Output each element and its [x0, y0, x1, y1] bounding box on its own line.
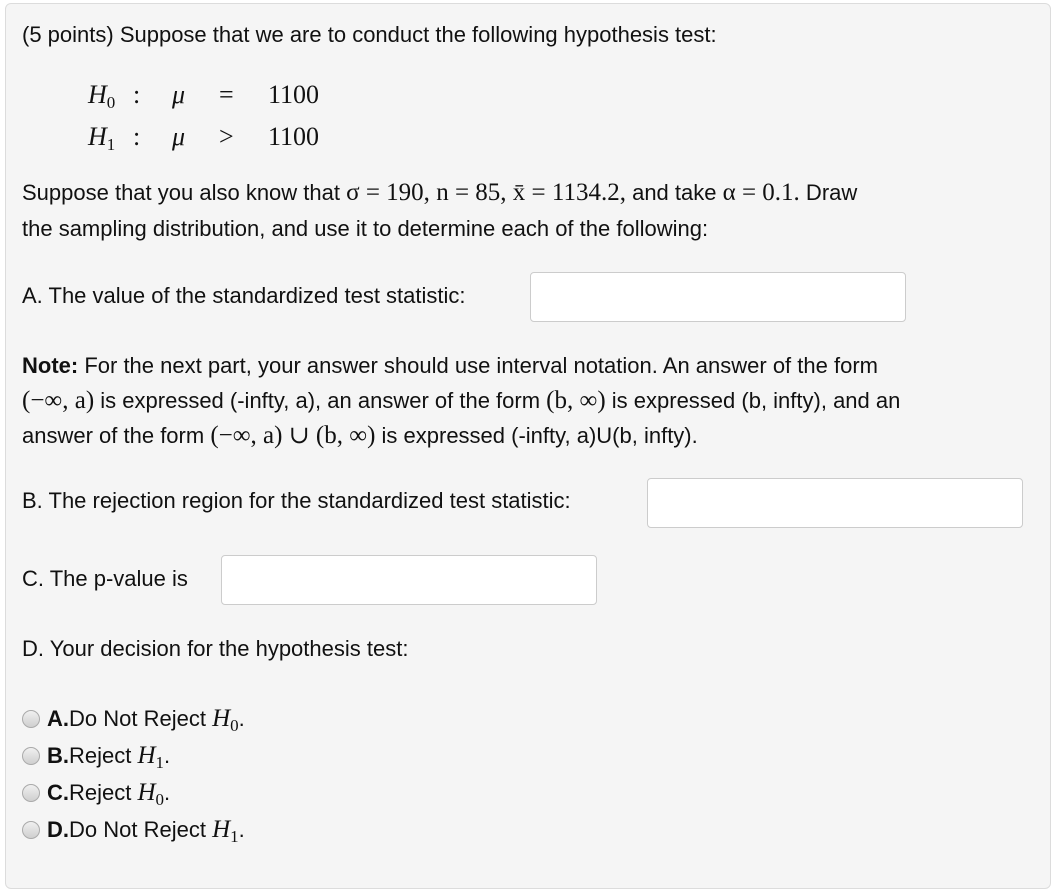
option-c[interactable]: C. Reject $H_0$ . [22, 779, 170, 807]
note-line-2: (−∞, a) is expressed (-infty, a), an answer of the form (b, ∞) is expressed (b, infty), and an [22, 387, 901, 414]
part-b-label: B. The rejection region for the standardized test statistic: [22, 488, 571, 513]
radio-button[interactable] [22, 784, 40, 802]
intro-text: (5 points) Suppose that we are to conduct the following hypothesis test: [22, 22, 717, 47]
given-line-2: the sampling distribution, and use it to determine each of the following: [22, 216, 709, 241]
part-c-label: C. The p-value is [22, 566, 188, 591]
radio-button[interactable] [22, 747, 40, 765]
note-line-3: answer of the form (−∞, a) ∪ (b, ∞) is expressed (-infty, a)U(b, infty). [22, 422, 698, 449]
option-d[interactable]: D. Do Not Reject $H_1$ . [22, 816, 245, 844]
given-line: Suppose that you also know that σ = 190, n = 85, x̄ = 1134.2, and take α = 0.1. Draw [22, 179, 858, 206]
radio-button[interactable] [22, 821, 40, 839]
test-statistic-input[interactable] [530, 272, 906, 322]
part-a-label: A. The value of the standardized test statistic: [22, 283, 466, 308]
note-line-1: Note: For the next part, your answer should use interval notation. An answer of the form [22, 353, 878, 378]
option-a[interactable]: A. Do Not Reject $H_0$ . [22, 705, 245, 733]
rejection-region-input[interactable] [647, 478, 1023, 528]
part-d-label: D. Your decision for the hypothesis test: [22, 636, 409, 661]
p-value-input[interactable] [221, 555, 597, 605]
radio-button[interactable] [22, 710, 40, 728]
option-b[interactable]: B. Reject $H_1$ . [22, 742, 170, 770]
